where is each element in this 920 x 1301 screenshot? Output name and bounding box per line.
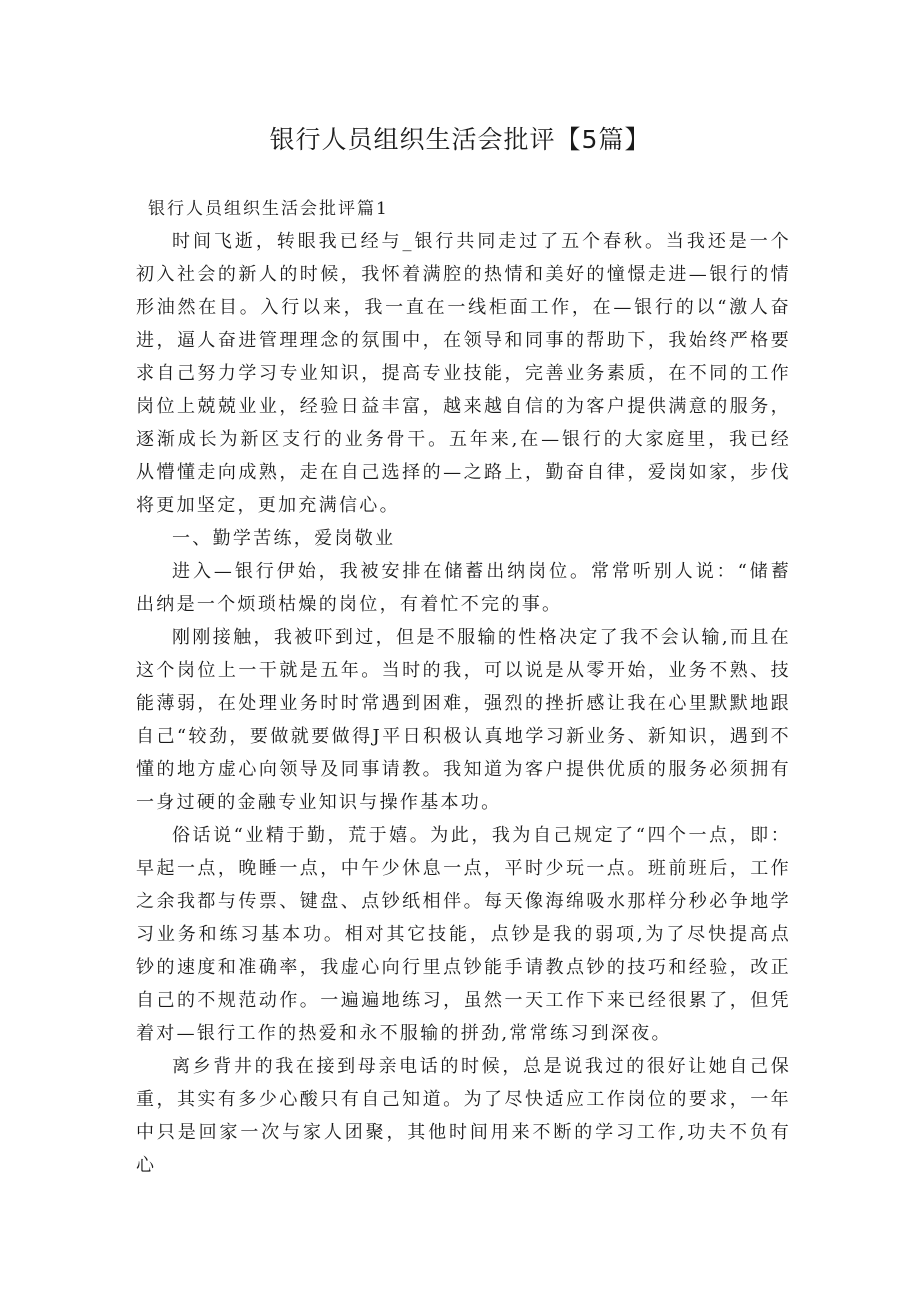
paragraph-4: 俗话说“业精于勤，荒于嬉。为此，我为自己规定了“四个一点，即：早起一点，晚睡一点，中午少休息一点，平时少玩一点。班前班后，工作之余我都与传票、键盘、点钞纸相伴。每天像海绵吸水那样分秒必争地学习业务和练习基本功。相对其它技能，点钞是我的弱项,为了尽快提高点钞的速度和准确率，我虚心向行里点钞能手请教点钞的技巧和经验，改正自己的不规范动作。一遍遍地练习，虽然一天工作下来已经很累了，但凭着对—银行工作的热爱和永不服输的拼劲,常常练习到深夜。 (136, 825, 791, 1044)
paragraph-2: 进入—银行伊始，我被安排在储蓄出纳岗位。常常听别人说：“储蓄出纳是一个烦琐枯燥的岗位，有着忙不完的事。 (136, 561, 791, 615)
paragraph-3: 刚刚接触，我被吓到过，但是不服输的性格决定了我不会认输,而且在这个岗位上一干就是五年。当时的我，可以说是从零开始，业务不熟、技能薄弱，在处理业务时时常遇到困难，强烈的挫折感让我在心里默默地跟自己“较劲，要做就要做得J平日积极认真地学习新业务、新知识，遇到不懂的地方虚心向领导及同事请教。我知道为客户提供优质的服务必须拥有一身过硬的金融专业知识与操作基本功。 (136, 627, 791, 813)
document-title: 银行人员组织生活会批评【5篇】 (269, 125, 651, 154)
section-title: 银行人员组织生活会批评篇1 (148, 199, 389, 219)
subsection-heading: 一、勤学苦练，爱岗敬业 (172, 528, 396, 549)
document-body (136, 193, 791, 1182)
paragraph-5: 离乡背井的我在接到母亲电话的时候，总是说我过的很好让她自己保重，其实有多少心酸只有自己知道。为了尽快适应工作岗位的要求，一年中只是回家一次与家人团聚，其他时间用来不断的学习工作,功夫不负有心 (136, 1056, 791, 1176)
paragraph-1: 时间飞逝，转眼我已经与_银行共同走过了五个春秋。当我还是一个初入社会的新人的时候，我怀着满腔的热情和美好的憧憬走进—银行的情形油然在目。入行以来，我一直在一线柜面工作，在—银行的以“激人奋进，逼人奋进管理理念的氛围中，在领导和同事的帮助下，我始终严格要求自己努力学习专业知识，提高专业技能，完善业务素质，在不同的工作岗位上兢兢业业，经验日益丰富，越来越自信的为客户提供满意的服务，逐渐成长为新区支行的业务骨干。五年来,在—银行的大家庭里，我已经从懵懂走向成熟，走在自己选择的—之路上，勤奋自律，爱岗如家，步伐将更加坚定，更加充满信心。 (136, 231, 791, 516)
